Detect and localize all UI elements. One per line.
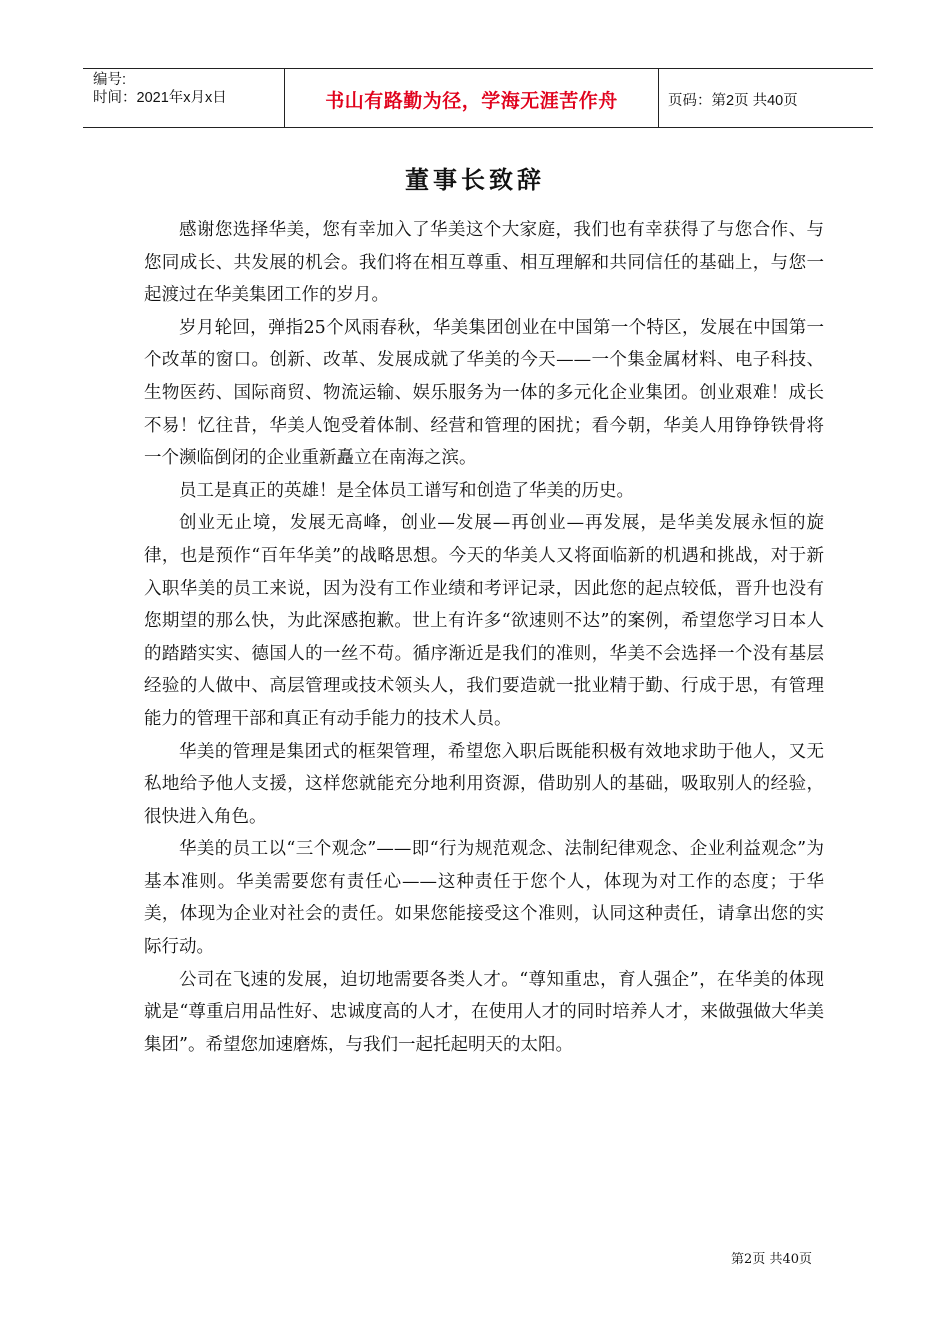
paragraph: 华美的员工以“三个观念”——即“行为规范观念、法制纪律观念、企业利益观念”为基本准则。华美需要您有责任心——这种责任于您个人，体现为对工作的态度；于华美，体现为企业对社会的责任。如果您能接受这个准则，认同这种责任，请拿出您的实际行动。 [144,839,824,958]
paragraph: 公司在飞速的发展，迫切地需要各类人才。“尊知重忠，育人强企”，在华美的体现就是“尊重启用品性好、忠诚度高的人才，在使用人才的同时培养人才，来做强做大华美集团”。希望您加速磨炼，与我们一起托起明天的太阳。 [144,969,824,1055]
paragraph: 创业无止境，发展无高峰，创业—发展—再创业—再发展，是华美发展永恒的旋律，也是预作“百年华美”的战略思想。今天的华美人又将面临新的机遇和挑战，对于新入职华美的员工来说，因为没有工作业绩和考评记录，因此您的起点较低，晋升也没有您期望的那么快，为此深感抱歉。世上有许多“欲速则不达”的案例，希望您学习日本人的踏踏实实、德国人的一丝不苟。循序渐近是我们的准则，华美不会选择一个没有基层经验的人做中、高层管理或技术领头人，我们要造就一批业精于勤、行成于思，有管理能力的管理干部和真正有动手能力的技术人员。 [144,513,824,729]
paragraph: 员工是真正的英雄！是全体员工谱写和创造了华美的历史。 [179,480,634,501]
document-body [144,214,824,1061]
paragraph: 感谢您选择华美，您有幸加入了华美这个大家庭，我们也有幸获得了与您合作、与您同成长、共发展的机会。我们将在相互尊重、相互理解和共同信任的基础上，与您一起渡过在华美集团工作的岁月。 [144,220,824,306]
time-label: 时间：2021年x月x日 [93,90,227,106]
header-page-cell [659,69,873,127]
paragraph: 岁月轮回，弹指25个风雨春秋，华美集团创业在中国第一个特区，发展在中国第一个改革的窗口。创新、改革、发展成就了华美的今天——一个集金属材料、电子科技、生物医药、国际商贸、物流运输、娱乐服务为一体的多元化企业集团。创业艰难！成长不易！忆往昔，华美人饱受着体制、经营和管理的困扰；看今朝，华美人用铮铮铁骨将一个濒临倒闭的企业重新矗立在南海之滨。 [144,317,824,469]
paragraph: 华美的管理是集团式的框架管理，希望您入职后既能积极有效地求助于他人，又无私地给予他人支援，这样您就能充分地利用资源，借助别人的基础，吸取别人的经验，很快进入角色。 [144,741,824,827]
footer-page-number: 第2页 共40页 [731,1252,812,1267]
document-header [83,68,873,128]
page-title: 董事长致辞 [405,166,545,194]
header-page-number: 页码：第2页 共40页 [668,92,798,109]
header-meta [83,69,285,127]
motto: 书山有路勤为径，学海无涯苦作舟 [325,89,618,112]
number-label: 编号: [93,72,127,88]
header-motto-cell [285,69,659,127]
